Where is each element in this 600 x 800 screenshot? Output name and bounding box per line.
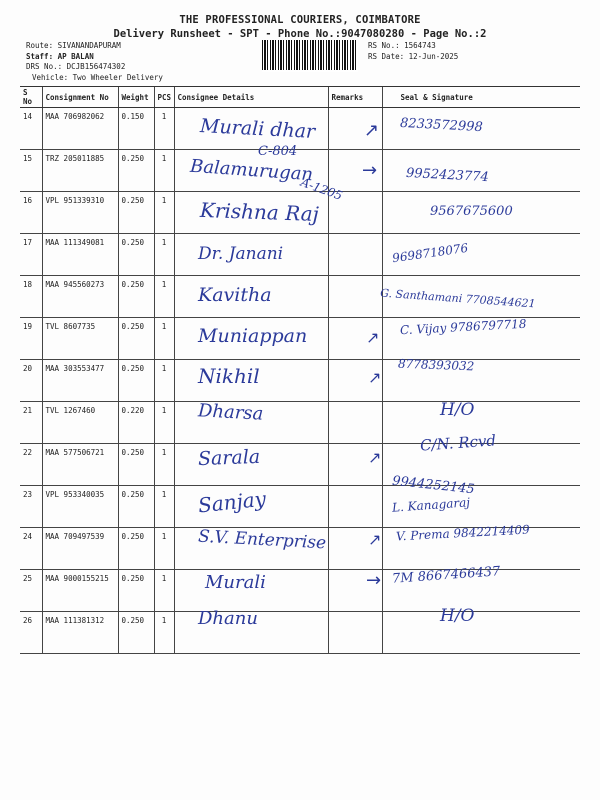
- cell-pcs: 1: [154, 528, 174, 570]
- cell-remarks: [328, 486, 382, 528]
- cell-wt: 0.250: [118, 360, 154, 402]
- cell-pcs: 1: [154, 276, 174, 318]
- runsheet-subtitle: Delivery Runsheet - SPT - Phone No.:9047080280 - Page No.:2: [113, 28, 487, 40]
- handwritten-signature: C/N. Rcvd: [419, 431, 497, 455]
- runsheet-meta-right: [368, 41, 458, 62]
- cell-cons: MAA 111381312: [42, 612, 118, 654]
- handwritten-signature: 9698718076: [391, 240, 469, 266]
- handwritten-name: Krishna Raj: [199, 197, 320, 227]
- cell-pcs: 1: [154, 402, 174, 444]
- cell-remarks: [328, 612, 382, 654]
- barcode: [262, 40, 358, 70]
- route-label: Route: SIVANANDAPURAM: [26, 41, 121, 50]
- handwritten-signature: 8233572998: [399, 115, 484, 136]
- cell-cons: MAA 9000155215: [42, 570, 118, 612]
- handwritten-signature: 9944252145: [391, 473, 476, 498]
- col-consignment: Consignment No: [42, 87, 118, 108]
- handwritten-name: Murali: [205, 572, 266, 593]
- cell-sno: 25: [20, 570, 42, 612]
- tick-mark-icon: ↗: [368, 530, 382, 549]
- handwritten-name: Dr. Janani: [198, 244, 284, 264]
- cell-pcs: 1: [154, 234, 174, 276]
- rs-number: RS No.: 1564743: [368, 41, 436, 50]
- tick-mark-icon: →: [366, 570, 382, 591]
- cell-cons: MAA 303553477: [42, 360, 118, 402]
- handwritten-name: Sarala: [197, 445, 261, 471]
- handwritten-name: Sanjay: [196, 486, 268, 518]
- handwritten-signature: 7M 8667466437: [391, 564, 501, 587]
- cell-pcs: 1: [154, 444, 174, 486]
- handwritten-name: C-804: [258, 144, 298, 159]
- company-title: THE PROFESSIONAL COURIERS, COIMBATORE: [179, 14, 421, 26]
- cell-pcs: 1: [154, 108, 174, 150]
- cell-cons: TRZ 205011885: [42, 150, 118, 192]
- drs-number: DRS No.: DCJB156474302: [26, 62, 126, 71]
- tick-mark-icon: ↗: [364, 120, 380, 141]
- handwritten-name: Murali dhar: [199, 115, 316, 143]
- cell-sno: 22: [20, 444, 42, 486]
- cell-wt: 0.250: [118, 276, 154, 318]
- staff-label: Staff: AP BALAN: [26, 51, 94, 61]
- cell-wt: 0.250: [118, 318, 154, 360]
- table-row: [20, 444, 580, 486]
- handwritten-name: S.V. Enterprise: [197, 526, 327, 554]
- cell-pcs: 1: [154, 570, 174, 612]
- tick-mark-icon: ↗: [368, 448, 382, 467]
- cell-sno: 19: [20, 318, 42, 360]
- cell-sno: 21: [20, 402, 42, 444]
- cell-wt: 0.250: [118, 192, 154, 234]
- handwritten-signature: 8778393032: [397, 356, 475, 374]
- col-sno: S No: [20, 87, 42, 108]
- cell-remarks: [328, 402, 382, 444]
- col-pcs: PCS: [154, 87, 174, 108]
- tick-mark-icon: ↗: [366, 328, 380, 347]
- tick-mark-icon: ↗: [368, 368, 382, 387]
- table-row: [20, 612, 580, 654]
- cell-remarks: [328, 276, 382, 318]
- cell-wt: 0.250: [118, 234, 154, 276]
- tick-mark-icon: →: [362, 160, 378, 181]
- table-row: [20, 486, 580, 528]
- cell-sno: 15: [20, 150, 42, 192]
- cell-signature: [382, 612, 580, 654]
- cell-wt: 0.220: [118, 402, 154, 444]
- handwritten-name: Kavitha: [198, 284, 272, 306]
- col-consignee: Consignee Details: [174, 87, 328, 108]
- handwritten-name: A-1205: [298, 175, 345, 203]
- cell-cons: MAA 111349081: [42, 234, 118, 276]
- handwritten-name: Dhanu: [198, 608, 258, 629]
- cell-wt: 0.250: [118, 612, 154, 654]
- cell-sno: 26: [20, 612, 42, 654]
- cell-pcs: 1: [154, 150, 174, 192]
- cell-sno: 20: [20, 360, 42, 402]
- vehicle-label: Vehicle: Two Wheeler Delivery: [32, 72, 163, 82]
- cell-sno: 23: [20, 486, 42, 528]
- handwritten-signature: C. Vijay 9786797718: [399, 316, 527, 338]
- handwritten-signature: L. Kanagaraj: [391, 495, 471, 515]
- cell-sno: 16: [20, 192, 42, 234]
- handwritten-signature: V. Prema 9842214409: [395, 522, 531, 544]
- handwritten-signature: 9567675600: [430, 204, 513, 219]
- handwritten-signature: 9952423774: [405, 165, 490, 186]
- table-row: [20, 234, 580, 276]
- cell-pcs: 1: [154, 192, 174, 234]
- col-remarks: Remarks: [328, 87, 382, 108]
- cell-sno: 18: [20, 276, 42, 318]
- cell-remarks: [328, 234, 382, 276]
- cell-wt: 0.250: [118, 570, 154, 612]
- handwritten-name: Muniappan: [198, 325, 308, 347]
- cell-cons: TVL 8607735: [42, 318, 118, 360]
- runsheet-meta-left: [26, 41, 163, 83]
- cell-sno: 24: [20, 528, 42, 570]
- rs-date: RS Date: 12-Jun-2025: [368, 51, 459, 61]
- handwritten-signature: H/O: [440, 400, 475, 420]
- cell-pcs: 1: [154, 612, 174, 654]
- handwritten-name: Nikhil: [198, 364, 260, 388]
- cell-cons: MAA 706982062: [42, 108, 118, 150]
- handwritten-name: Balamurugan: [189, 155, 314, 186]
- handwritten-signature: H/O: [440, 606, 475, 626]
- table-header-row: [20, 87, 580, 108]
- table-row: [20, 360, 580, 402]
- cell-wt: 0.250: [118, 528, 154, 570]
- handwritten-signature: G. Santhamani 7708544621: [379, 286, 536, 311]
- cell-cons: MAA 577506721: [42, 444, 118, 486]
- cell-sno: 17: [20, 234, 42, 276]
- cell-cons: VPL 951339310: [42, 192, 118, 234]
- cell-cons: MAA 709497539: [42, 528, 118, 570]
- col-weight: Weight: [118, 87, 154, 108]
- cell-cons: VPL 953340035: [42, 486, 118, 528]
- cell-cons: MAA 945560273: [42, 276, 118, 318]
- cell-sno: 14: [20, 108, 42, 150]
- col-signature: Seal & Signature: [382, 87, 580, 108]
- cell-cons: TVL 1267460: [42, 402, 118, 444]
- table-row: [20, 402, 580, 444]
- cell-pcs: 1: [154, 486, 174, 528]
- cell-wt: 0.150: [118, 108, 154, 150]
- cell-wt: 0.250: [118, 150, 154, 192]
- cell-pcs: 1: [154, 360, 174, 402]
- cell-pcs: 1: [154, 318, 174, 360]
- cell-wt: 0.250: [118, 444, 154, 486]
- handwritten-name: Dharsa: [197, 400, 264, 425]
- cell-wt: 0.250: [118, 486, 154, 528]
